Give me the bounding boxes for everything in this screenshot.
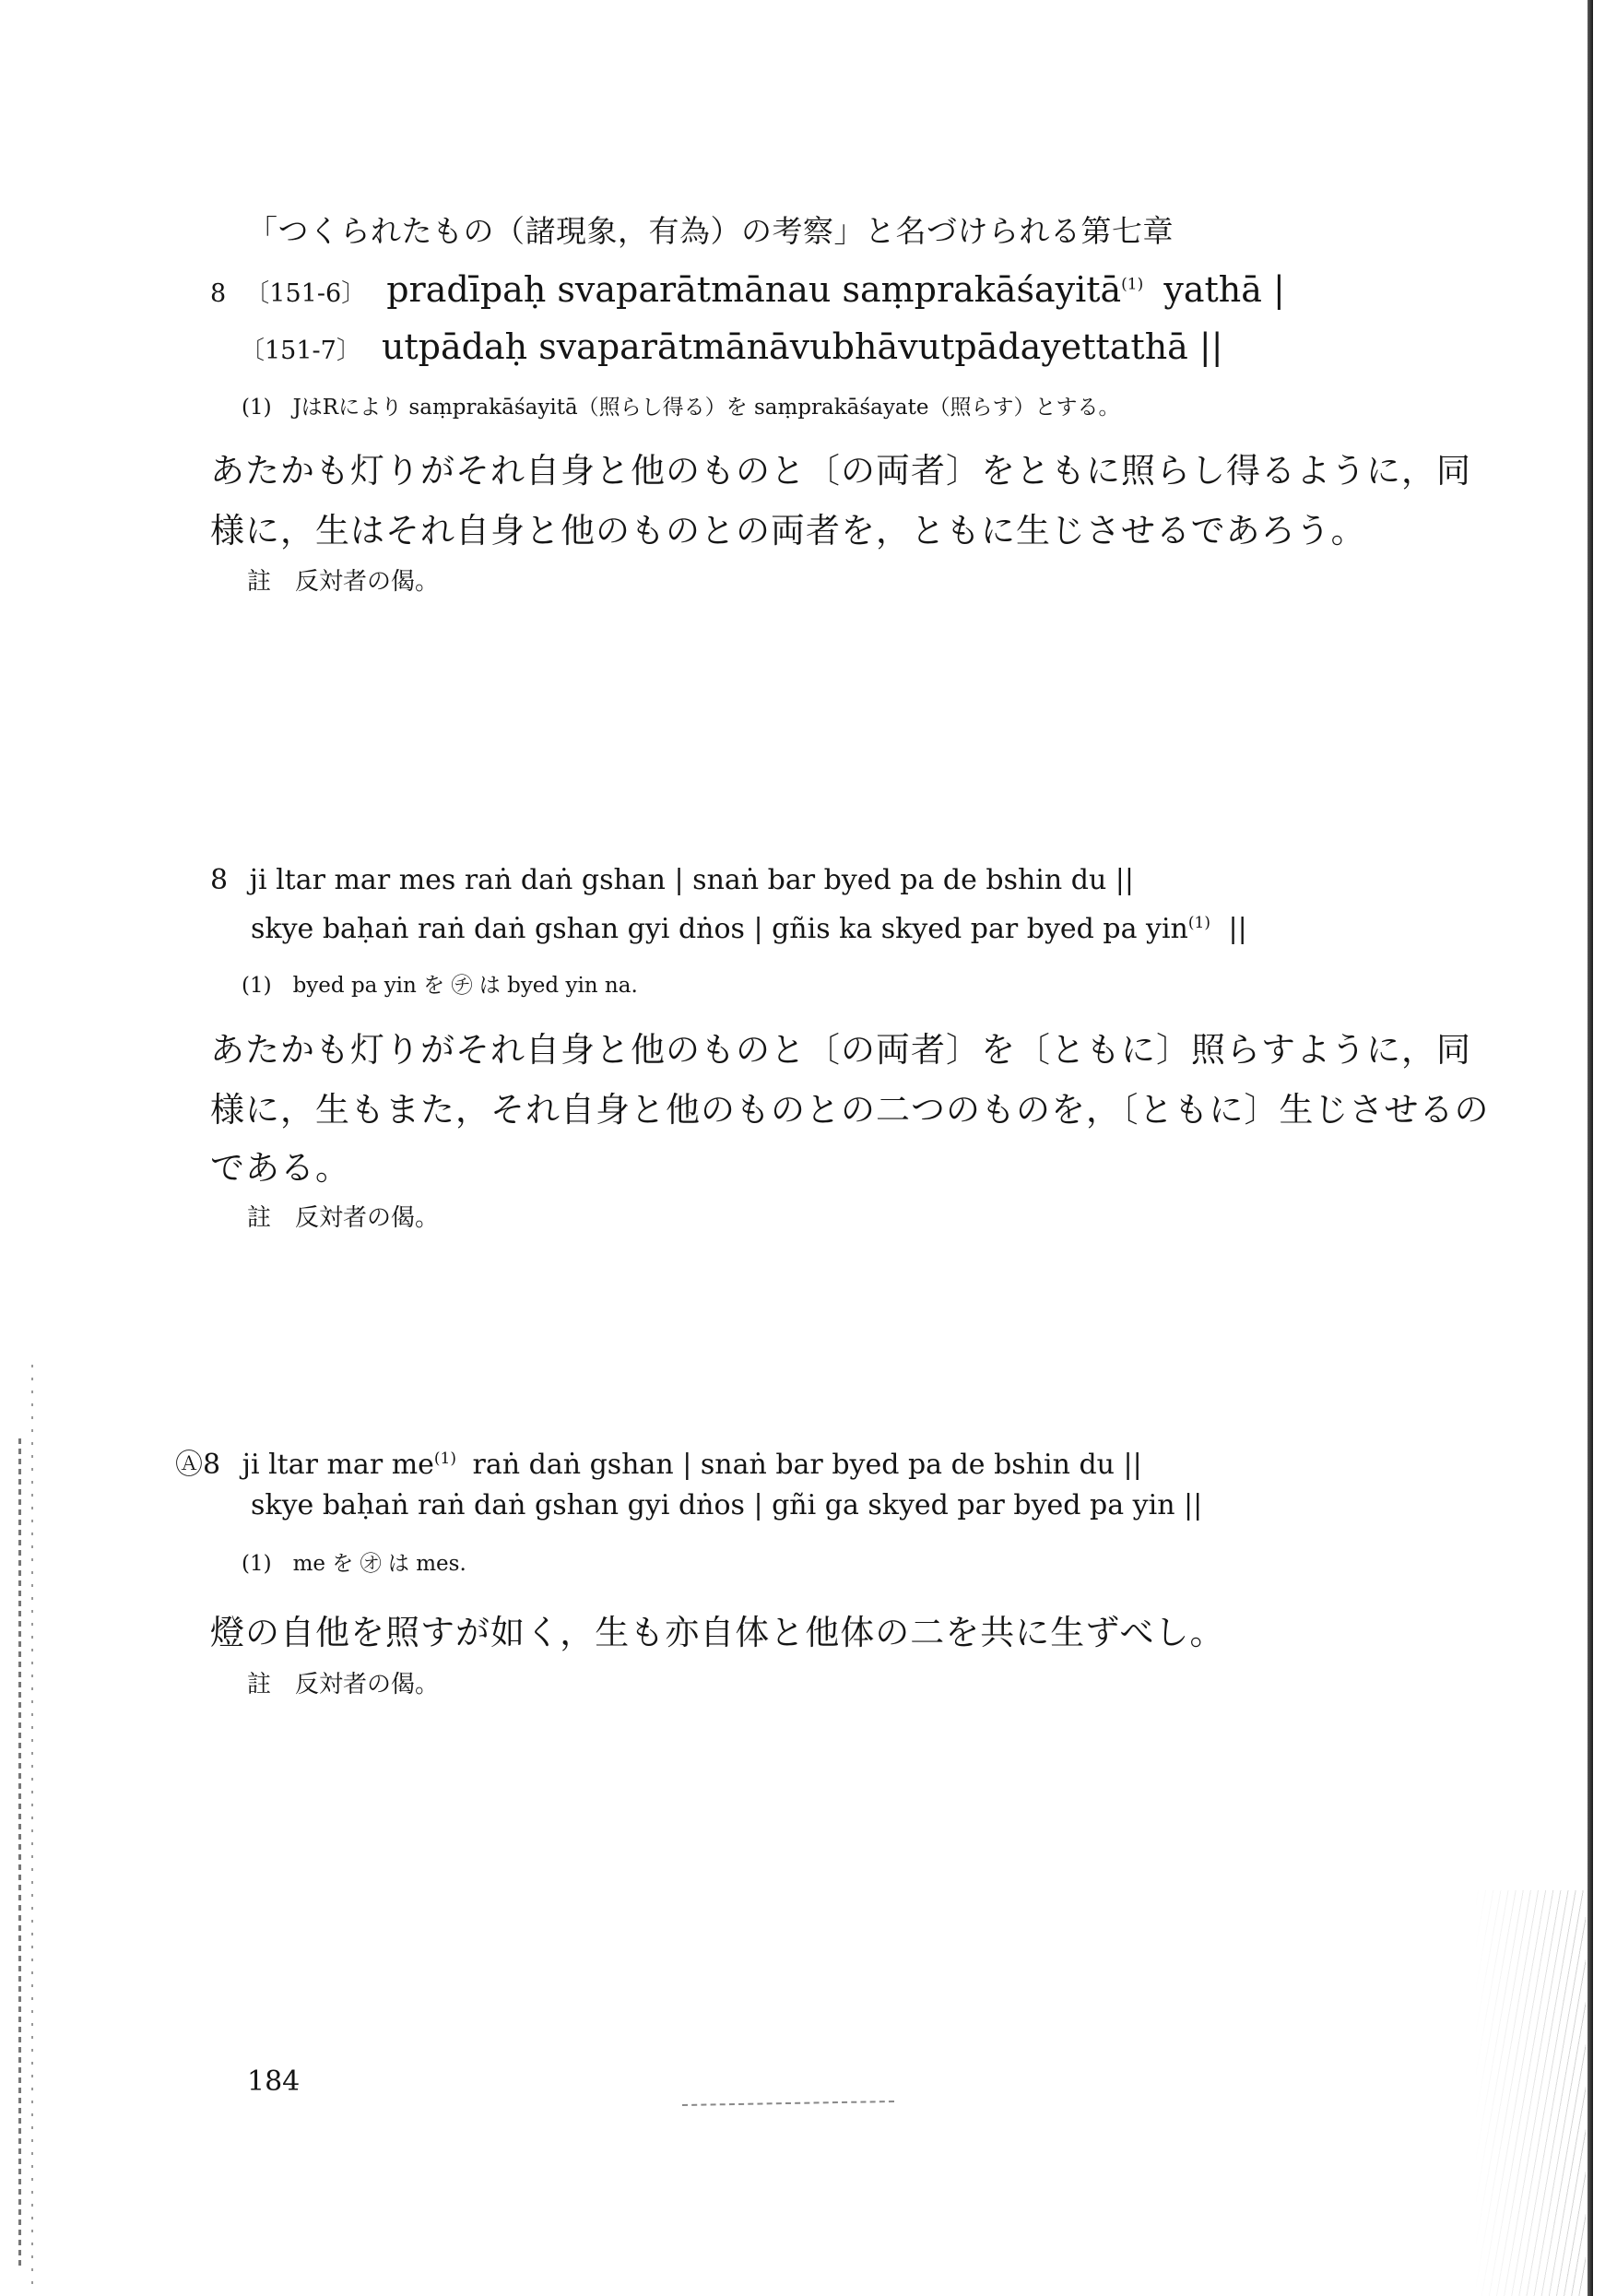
sanskrit-comment: 註 反対者の偈。 (247, 568, 440, 596)
line-reference: 〔151-7〕 (240, 337, 361, 365)
footnote-mark: (1) (1187, 914, 1210, 932)
tibetan-line-1 (210, 864, 1134, 896)
akutobhaya-line-2: skye baḥaṅ raṅ daṅ gshan gyi dṅos | gñi ga skyed par byed pa yin || (251, 1489, 1203, 1521)
akutobhaya-footnote: (1) me を ㋔ は mes. (242, 1552, 466, 1576)
sanskrit-line-1 (210, 269, 1285, 310)
tibetan-text-cont: raṅ daṅ gshan | snaṅ bar byed pa de bshin du || (472, 1449, 1142, 1481)
verse-number: 8 (210, 864, 229, 896)
tibetan-translation-line-1: あたかも灯りがそれ自身と他のものと〔の両者〕を〔ともに〕照らすように，同 (210, 1030, 1471, 1070)
scan-artifact-dash (682, 2101, 894, 2106)
tibetan-line-2 (251, 913, 1247, 945)
tibetan-translation-line-3: である。 (210, 1148, 350, 1188)
tibetan-translation-line-2: 様に，生もまた，それ自身と他のものとの二つのものを，〔ともに〕生じさせるの (210, 1090, 1490, 1130)
tibetan-comment: 註 反対者の偈。 (247, 1204, 440, 1232)
sanskrit-translation-line-2: 様に，生はそれ自身と他のものとの両者を，ともに生じさせるであろう。 (210, 511, 1366, 550)
sanskrit-line-2 (240, 326, 1223, 367)
chapter-title: 「つくられたもの（諸現象，有為）の考察」と名づけられる第七章 (247, 213, 1174, 249)
verse-number: 8 (210, 279, 227, 308)
sanskrit-translation-line-1: あたかも灯りがそれ自身と他のものと〔の両者〕をともに照らし得るように，同 (210, 451, 1471, 491)
sanskrit-text: pradīpaḥ svaparātmānau saṃprakāśayitā (386, 269, 1122, 310)
tibetan-footnote: (1) byed pa yin を ㋠ は byed yin na. (242, 974, 638, 998)
sanskrit-text-end: yathā | (1163, 269, 1285, 310)
verse-number: 8 (203, 1449, 221, 1481)
tibetan-text: ji ltar mar mes raṅ daṅ gshan | snaṅ bar byed pa de bshin du || (249, 864, 1135, 896)
scan-edge-left (18, 1438, 21, 2268)
scan-edge-noise (1475, 1890, 1586, 2296)
page-number: 184 (247, 2065, 301, 2098)
tibetan-text: skye baḥaṅ raṅ daṅ gshan gyi dṅos | gñis ka skyed par byed pa yin (251, 913, 1188, 945)
akutobhaya-marker: Ⓐ (175, 1449, 203, 1481)
footnote-mark: (1) (433, 1450, 456, 1468)
sanskrit-text: utpādaḥ svaparātmānāvubhāvutpādayettathā || (381, 326, 1223, 367)
footnote-mark: (1) (1121, 275, 1144, 294)
tibetan-text: ji ltar mar me (242, 1449, 434, 1481)
akutobhaya-line-1 (175, 1441, 1142, 1482)
akutobhaya-translation: 燈の自他を照すが如く，生も亦自体と他体の二を共に生ずべし。 (210, 1613, 1225, 1652)
line-reference: 〔151-6〕 (244, 279, 367, 308)
scan-edge-left-secondary (31, 1365, 33, 2287)
akutobhaya-comment: 註 反対者の偈。 (247, 1671, 440, 1698)
scan-edge-right (1587, 0, 1593, 2296)
sanskrit-footnote: (1) JはRにより saṃprakāśayitā（照らし得る）を saṃprakāśayate（照らす）とする。 (242, 396, 1120, 420)
tibetan-text-end: || (1228, 913, 1247, 945)
